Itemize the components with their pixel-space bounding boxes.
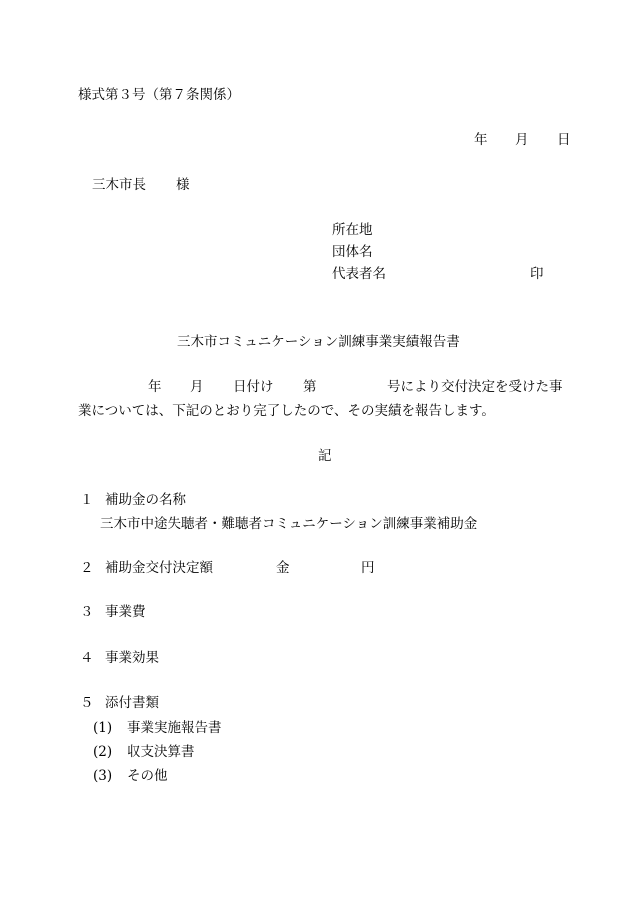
- item-2-label: 補助金交付決定額: [105, 560, 213, 576]
- applicant-org-label: 団体名: [332, 244, 373, 260]
- attachment-3-number: (3): [93, 768, 113, 784]
- item-2-number: ２: [80, 560, 94, 576]
- item-4-number: ４: [80, 650, 94, 666]
- item-1-detail: 三木市中途失聴者・難聴者コミュニケーション訓練事業補助金: [100, 516, 478, 532]
- item-5-number: ５: [80, 695, 94, 711]
- body-month-label: 月: [190, 379, 204, 395]
- addressee-name: 三木市長: [92, 177, 146, 193]
- attachment-2-number: (2): [93, 744, 113, 760]
- item-3-number: ３: [80, 604, 94, 620]
- date-year-label: 年: [474, 132, 488, 148]
- attachment-1-label: 事業実施報告書: [127, 720, 222, 736]
- applicant-address-label: 所在地: [332, 222, 373, 238]
- body-date-suffix: 日付け: [233, 379, 274, 395]
- body-number-prefix: 第: [303, 379, 317, 395]
- item-3-label: 事業費: [105, 604, 146, 620]
- date-day-label: 日: [557, 132, 571, 148]
- attachment-2-label: 収支決算書: [127, 744, 195, 760]
- item-1-label: 補助金の名称: [105, 492, 186, 508]
- item-5-label: 添付書類: [105, 695, 159, 711]
- form-number: 様式第３号（第７条関係）: [78, 87, 240, 103]
- document-title: 三木市コミュニケーション訓練事業実績報告書: [177, 334, 460, 350]
- attachment-1-number: (1): [93, 720, 113, 736]
- item-4-label: 事業効果: [105, 650, 159, 666]
- addressee-honorific: 様: [176, 177, 190, 193]
- body-line2: 業については、下記のとおり完了したので、その実績を報告します。: [78, 403, 495, 419]
- applicant-rep-label: 代表者名: [332, 266, 386, 282]
- attachment-3-label: その他: [127, 768, 168, 784]
- item-2-kin: 金: [276, 560, 290, 576]
- date-month-label: 月: [515, 132, 529, 148]
- item-2-yen: 円: [361, 560, 375, 576]
- ki-heading: 記: [318, 448, 332, 464]
- item-1-number: １: [80, 492, 94, 508]
- body-year-label: 年: [148, 379, 162, 395]
- seal-mark: 印: [530, 266, 544, 282]
- body-line1-rest: 号により交付決定を受けた事: [387, 379, 563, 395]
